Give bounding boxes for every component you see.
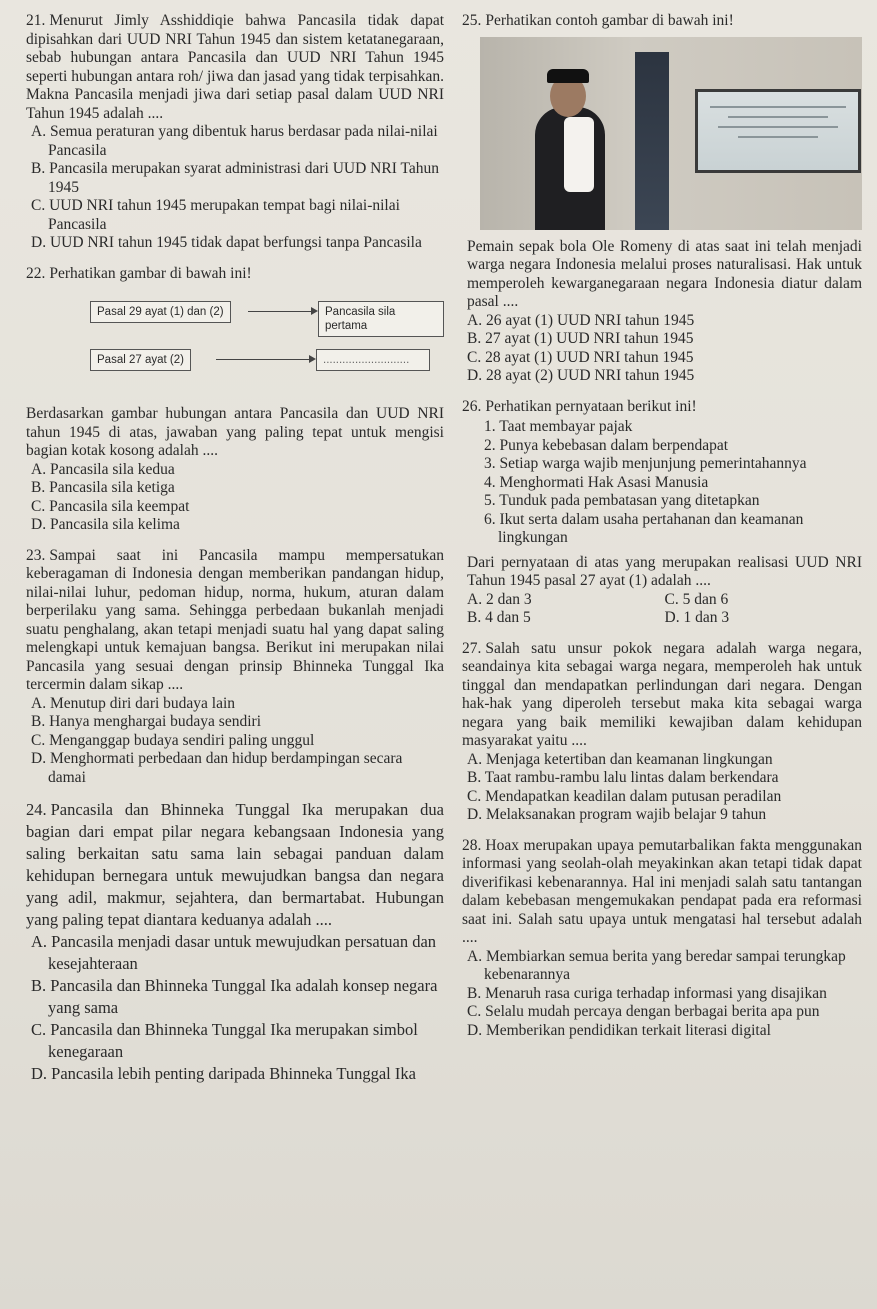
statement-item: 3. Setiap warga wajib menjunjung pemerintahannya <box>484 455 807 472</box>
question-22 <box>26 265 444 535</box>
option-c[interactable]: C. Mendapatkan keadilan dalam putusan peradilan <box>467 787 782 805</box>
right-column <box>462 12 862 1052</box>
option-b[interactable]: B. Pancasila merupakan syarat administrasi dari UUD NRI Tahun 1945 <box>31 160 439 196</box>
option-b[interactable]: B. Pancasila dan Bhinneka Tunggal Ika adalah konsep negara yang sama <box>31 976 438 1017</box>
question-number: 21. <box>26 12 46 29</box>
option-d[interactable]: D. UUD NRI tahun 1945 tidak dapat berfungsi tanpa Pancasila <box>31 234 422 251</box>
question-stem: Berdasarkan gambar hubungan antara Pancasila dan UUD NRI tahun 1945 di atas, jawaban yang paling tepat untuk mengisi bagian kotak kosong adalah .... <box>26 405 444 459</box>
peci-cap <box>547 69 589 83</box>
left-column <box>26 12 444 1097</box>
diagram-box-pasal-27: Pasal 27 ayat (2) <box>90 349 191 371</box>
question-stem: Sampai saat ini Pancasila mampu mempersatukan keberagaman di Indonesia dengan memberikan pandangan hidup, nilai-nilai luhur, pedoman hidup, norma, hukum, aturan dalam berperilaku yang sama. Sehingga perbedaan bukanlah menjadi suatu penghalang, akan tetapi menjadi suatu hal yang dapat saling melengkapi untuk kemajuan bangsa. Berikut ini merupakan nilai Pancasila yang sesuai dengan prinsip Bhinneka Tunggal Ika tercermin dalam sikap .... <box>26 546 444 693</box>
pancasila-diagram <box>26 287 444 397</box>
option-b[interactable]: B. Pancasila sila ketiga <box>31 479 175 496</box>
statement-item: 2. Punya kebebasan dalam berpendapat <box>484 436 729 454</box>
option-a[interactable]: A. Membiarkan semua berita yang beredar sampai terungkap kebenarannya <box>467 947 846 983</box>
option-a[interactable]: A. Menjaga ketertiban dan keamanan lingkungan <box>467 750 773 768</box>
statement-list <box>462 418 862 548</box>
question-21 <box>26 12 444 253</box>
question-number: 25. <box>462 12 482 29</box>
option-a[interactable]: A. Pancasila menjadi dasar untuk mewujudkan persatuan dan kesejahteraan <box>31 932 437 973</box>
option-d[interactable]: D. Melaksanakan program wajib belajar 9 tahun <box>467 806 767 823</box>
option-a[interactable]: A. Pancasila sila kedua <box>31 460 175 478</box>
option-d[interactable]: D. Pancasila lebih penting daripada Bhinneka Tunggal Ika <box>31 1064 416 1083</box>
question-intro: Perhatikan pernyataan berikut ini! <box>485 397 697 415</box>
arrow-icon <box>216 359 314 360</box>
diagram-box-blank: ........................... <box>316 349 430 371</box>
question-stem: Pancasila dan Bhinneka Tunggal Ika merupakan dua bagian dari empat pilar negara kebangsaan Indonesia yang saling berkaitan satu sama lain sebagai panduan dalam kehidupan bernegara untuk mewujudkan bangsa dan negara yang adil, makmur, sejahtera, dan bermartabat. Hubungan yang paling tepat diantara keduanya adalah .... <box>26 800 444 929</box>
option-b[interactable]: B. Hanya menghargai budaya sendiri <box>31 713 261 730</box>
question-stem: Menurut Jimly Asshiddiqie bahwa Pancasila tidak dapat dipisahkan dari UUD NRI Tahun 1945 dan sistem ketatanegaraan, sebab hubungan antara Pancasila dan UUD NRI Tahun 1945 seperti hubungan antara roh/ jiwa dan jasad yang tidak terpisahkan. Makna Pancasila menjadi jiwa dari setiap pasal dalam UUD NRI Tahun 1945 adalah .... <box>26 12 444 122</box>
statement-item: 1. Taat membayar pajak <box>484 418 633 435</box>
option-a[interactable]: A. Menutup diri dari budaya lain <box>31 694 236 712</box>
question-24 <box>26 799 444 1085</box>
question-23 <box>26 547 444 788</box>
option-d[interactable]: D. 1 dan 3 <box>664 609 730 626</box>
question-number: 28. <box>462 836 482 854</box>
question-number: 23. <box>26 546 46 564</box>
option-d[interactable]: D. 28 ayat (2) UUD NRI tahun 1945 <box>467 367 695 384</box>
option-c[interactable]: C. Pancasila dan Bhinneka Tunggal Ika merupakan simbol kenegaraan <box>31 1020 418 1061</box>
option-a[interactable]: A. Semua peraturan yang dibentuk harus berdasar pada nilai-nilai Pancasila <box>31 123 438 159</box>
question-number: 26. <box>462 397 482 415</box>
statement-item: 6. Ikut serta dalam usaha pertahanan dan keamanan lingkungan <box>484 510 804 546</box>
option-grid <box>462 591 862 628</box>
option-b[interactable]: B. Menaruh rasa curiga terhadap informasi yang disajikan <box>467 984 827 1002</box>
flag-image <box>635 52 669 230</box>
player-photo <box>480 37 862 230</box>
question-27 <box>462 640 862 825</box>
question-stem: Salah satu unsur pokok negara adalah warga negara, seandainya kita sebagai warga negara, memperoleh hak untuk tinggal dan mendapatkan perlindungan dari negara. Dengan hak-hak yang diperoleh tersebut maka kita sebagai warga negara yang baik memiliki kewajiban dalam kehidupan masyarakat yaitu .... <box>462 639 862 749</box>
option-c[interactable]: C. Selalu mudah percaya dengan berbagai berita apa pun <box>467 1003 820 1020</box>
option-b[interactable]: B. 27 ayat (1) UUD NRI tahun 1945 <box>467 330 694 347</box>
option-d[interactable]: D. Memberikan pendidikan terkait literasi digital <box>467 1021 771 1039</box>
diagram-box-sila-pertama: Pancasila sila pertama <box>318 301 444 337</box>
statement-item: 5. Tunduk pada pembatasan yang ditetapkan <box>484 492 760 509</box>
option-c[interactable]: C. 28 ayat (1) UUD NRI tahun 1945 <box>467 348 694 366</box>
question-26 <box>462 398 862 628</box>
option-c[interactable]: C. Pancasila sila keempat <box>31 497 190 515</box>
option-c[interactable]: C. UUD NRI tahun 1945 merupakan tempat bagi nilai-nilai Pancasila <box>31 197 400 233</box>
question-intro: Perhatikan gambar di bawah ini! <box>49 264 252 282</box>
option-b[interactable]: B. Taat rambu-rambu lalu lintas dalam berkendara <box>467 769 779 786</box>
statement-item: 4. Menghormati Hak Asasi Manusia <box>484 473 709 491</box>
question-stem: Dari pernyataan di atas yang merupakan realisasi UUD NRI Tahun 1945 pasal 27 ayat (1) adalah .... <box>467 553 862 589</box>
white-cloth <box>564 117 594 192</box>
option-d[interactable]: D. Pancasila sila kelima <box>31 516 180 533</box>
arrow-icon <box>248 311 316 312</box>
question-number: 24. <box>26 800 47 819</box>
option-c[interactable]: C. 5 dan 6 <box>664 590 729 608</box>
question-28 <box>462 837 862 1041</box>
question-number: 22. <box>26 264 46 282</box>
option-b[interactable]: B. 4 dan 5 <box>467 609 531 626</box>
question-25 <box>462 12 862 386</box>
question-stem: Pemain sepak bola Ole Romeny di atas saat ini telah menjadi warga negara Indonesia melalui proses naturalisasi. Hak untuk memperoleh kewarganegaraan negara Indonesia diatur dalam pasal .... <box>467 237 862 310</box>
option-a[interactable]: A. 26 ayat (1) UUD NRI tahun 1945 <box>467 311 695 329</box>
question-number: 27. <box>462 639 482 657</box>
option-a[interactable]: A. 2 dan 3 <box>467 590 532 608</box>
option-d[interactable]: D. Menghormati perbedaan dan hidup berdampingan secara damai <box>31 750 403 786</box>
diagram-box-pasal-29: Pasal 29 ayat (1) dan (2) <box>90 301 231 323</box>
presentation-screen <box>695 89 861 173</box>
question-stem: Hoax merupakan upaya pemutarbalikan fakta menggunakan informasi yang seolah-olah meyakinkan akan tetapi tidak dapat diverifikasi kebenarannya. Hal ini menjadi salah satu tantangan dalam kebebasan mengemukakan pendapat pada era reformasi saat ini. Salah satu upaya untuk mengatasi hal tersebut adalah .... <box>462 836 862 946</box>
question-intro: Perhatikan contoh gambar di bawah ini! <box>485 12 734 29</box>
option-c[interactable]: C. Menganggap budaya sendiri paling unggul <box>31 731 315 749</box>
